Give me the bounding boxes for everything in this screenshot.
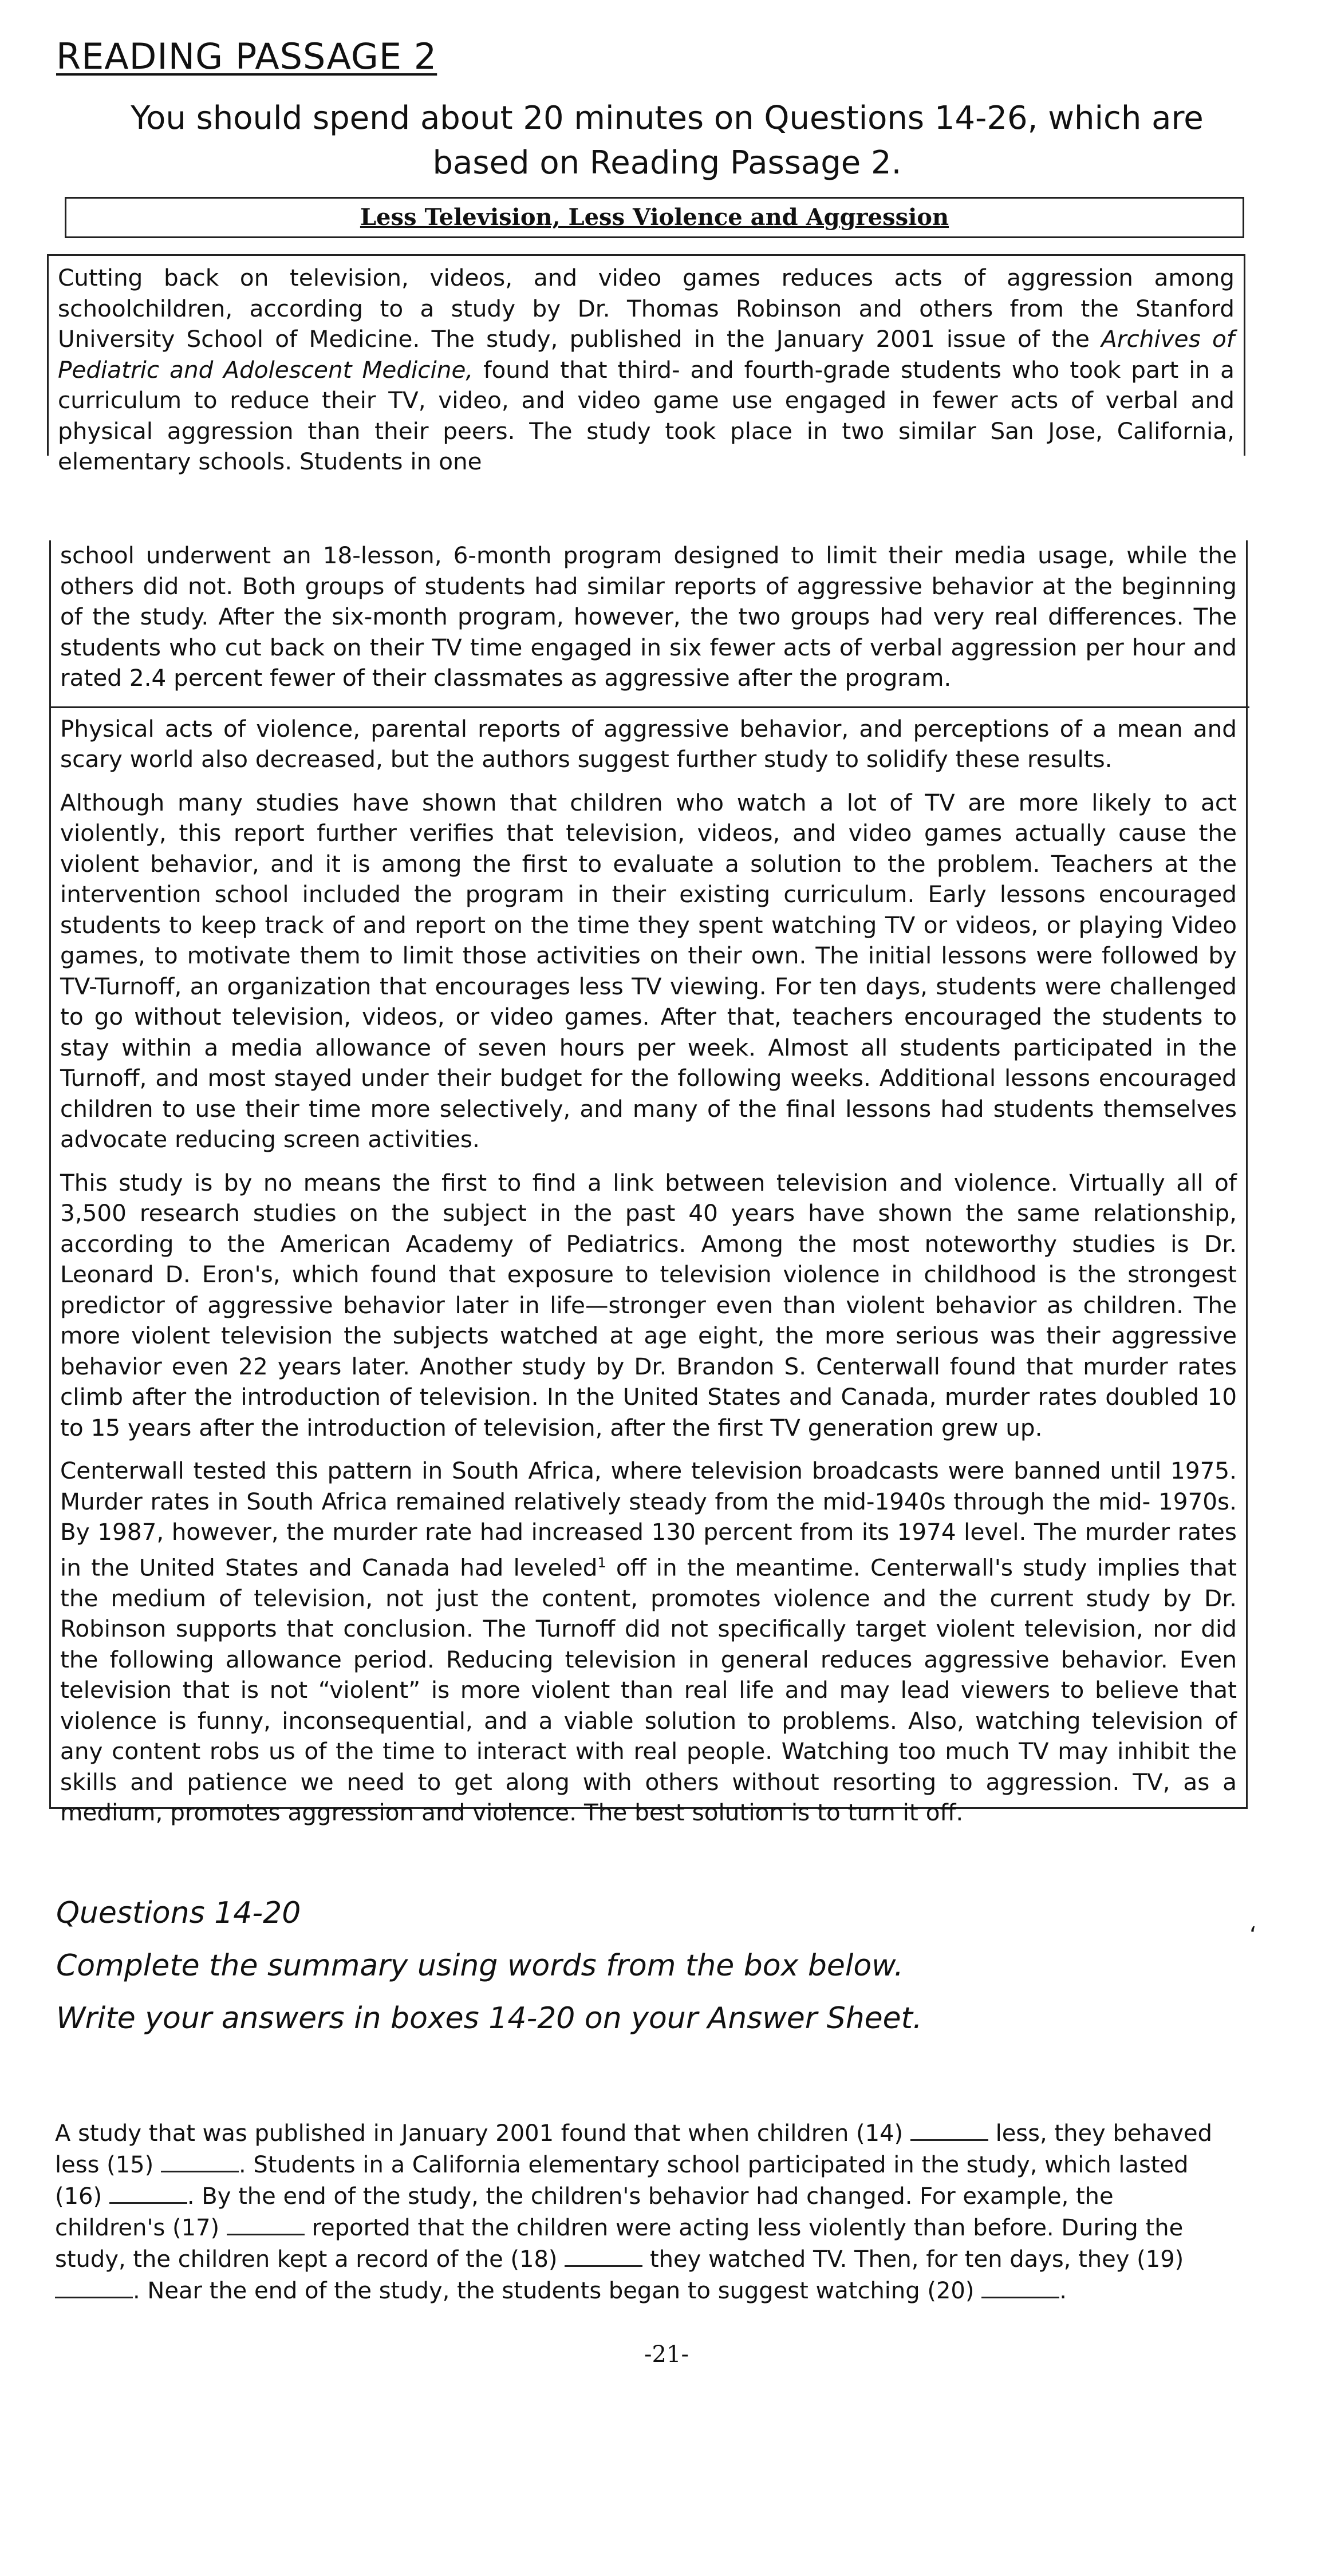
passage-paragraph-1 bbox=[58, 263, 1235, 477]
questions-task: Complete the summary using words from the box below. bbox=[56, 1949, 904, 1983]
p5-text-b: off in the meantime. Centerwall's study implies that the medium of television, not just the content, promotes violence and the current study by Dr. Robinson supports that conclusion. The Turnoff did not specifically target violent television, nor did the following allowance period. Reducing television in general reduces aggressive behavior. Even television that is not “violent” is more violent than real life and may lead viewers to believe that violence is funny, inconsequential, and a viable solution to problems. Also, watching television of any content robs us of the time to interact with real people. Watching too much TV may inhibit the skills and patience we need to get along with others without resorting to aggression. TV, as a medium, promotes aggression and violence. The best solution is to turn it off. bbox=[60, 1554, 1237, 1826]
summary-text: . bbox=[1059, 2278, 1067, 2304]
passage-paragraph-1-continued: school underwent an 18-lesson, 6-month program designed to limit their media usage, while the others did not. Both groups of students had similar reports of aggressive behavior at the beginning of the study. After the six-month program, however, the two groups had very real differences. The students who cut back on their TV time engaged in six fewer acts of verbal aggression per hour and rated 2.4 percent fewer of their classmates as aggressive after the program. bbox=[60, 542, 1237, 692]
answer-blank-15[interactable] bbox=[161, 2150, 239, 2172]
answer-blank-18[interactable] bbox=[565, 2245, 642, 2267]
passage-title-box bbox=[65, 197, 1244, 238]
passage-paragraph-2: Physical acts of violence, parental reports of aggressive behavior, and perceptions of a mean and scary world also decreased, but the authors suggest further study to solidify these results. bbox=[60, 714, 1237, 773]
section-heading: READING PASSAGE 2 bbox=[56, 35, 437, 77]
passage-paragraph-5 bbox=[60, 1456, 1237, 1828]
summary-text: they watched TV. Then, for ten days, they (19) bbox=[642, 2246, 1184, 2273]
summary-text: A study that was published in January 2001 found that when children (14) bbox=[55, 2120, 910, 2147]
page-number: -21- bbox=[644, 2341, 689, 2368]
summary-text: . By the end of the study, the children's behavior had changed. For example, the children's (17) bbox=[55, 2183, 1114, 2241]
passage-paragraph-3: Although many studies have shown that children who watch a lot of TV are more likely to act violently, this report further verifies that television, videos, and video games actually cause the violent behavior, and it is among the first to evaluate a solution to the problem. Teachers at the intervention school included the program in their existing curriculum. Early lessons encouraged students to keep track of and report on the time they spent watching TV or videos, or playing Video games, to motivate them to limit those activities on their own. The initial lessons were followed by TV-Turnoff, an organization that encourages less TV viewing. For ten days, students were challenged to go without television, videos, or video games. After that, teachers encouraged the students to stay within a media allowance of seven hours per week. Almost all students participated in the Turnoff, and most stayed under their budget for the following weeks. Additional lessons encouraged children to use their time more selectively, and many of the final lessons had students themselves advocate reducing screen activities. bbox=[60, 788, 1237, 1153]
p1-text-b: found that third- and fourth-grade students who took part in a curriculum to reduce their TV, video, and video game use engaged in fewer acts of verbal and physical aggression than their peers. The study took place in two similar San Jose, California, elementary schools. Students in one bbox=[58, 355, 1235, 475]
answer-blank-20[interactable] bbox=[981, 2276, 1059, 2298]
summary-paragraph bbox=[55, 2118, 1223, 2307]
questions-heading bbox=[56, 1887, 922, 2045]
p5-text-a: Centerwall tested this pattern in South Africa, where television broadcasts were banned until 1975. Murder rates in South Africa remained relatively steady from the mid-1940s through the mid- 1970s. By 1987, however, the murder rate had increased 130 percent from its 1974 level. The murder rates in the United States and Canada had leveled bbox=[60, 1457, 1237, 1581]
summary-text: reported that the children were acting less violently than before. During the study, the children kept a record of the (18) bbox=[55, 2215, 1184, 2273]
passage-box-top bbox=[47, 254, 1245, 475]
passage-paragraph-4: This study is by no means the first to find a link between television and violence. Virtually all of 3,500 research studies on the subject in the past 40 years have shown the same relationship, according to the American Academy of Pediatrics. Among the most noteworthy studies is Dr. Leonard D. Eron's, which found that exposure to television violence in childhood is the strongest predictor of aggressive behavior later in life—stronger even than violent behavior as children. The more violent television the subjects watched at age eight, the more serious was their aggressive behavior even 22 years later. Another study by Dr. Brandon S. Centerwall found that murder rates climb after the introduction of television. In the United States and Canada, murder rates doubled 10 to 15 years after the introduction of television, after the first TV generation grew up. bbox=[60, 1168, 1237, 1441]
journal-title: Archives of Pediatric and Adolescent Medicine, bbox=[58, 325, 1235, 384]
time-instruction: You should spend about 20 minutes on Questions 14-26, which are based on Reading Passage 2. bbox=[131, 100, 1204, 181]
summary-text: less, they behaved less (15) bbox=[55, 2120, 1212, 2178]
questions-range: Questions 14-20 bbox=[56, 1896, 301, 1930]
answer-blank-16[interactable] bbox=[109, 2182, 187, 2204]
summary-text: . Near the end of the study, the students began to suggest watching (20) bbox=[133, 2278, 982, 2304]
p1-text-a: Cutting back on television, videos, and video games reduces acts of aggression among schoolchildren, according to a study by Dr. Thomas Robinson and others from the Stanford University School of Medicine. The study, published in the January 2001 issue of the bbox=[58, 264, 1235, 353]
passage-box-bottom bbox=[49, 540, 1248, 1826]
questions-answer-note: Write your answers in boxes 14-20 on your Answer Sheet. bbox=[56, 2001, 922, 2036]
answer-blank-19[interactable] bbox=[55, 2276, 133, 2298]
summary-text: . Students in a California elementary school participated in the study, which lasted (16) bbox=[55, 2152, 1189, 2210]
paragraph-divider bbox=[51, 706, 1249, 708]
passage-title: Less Television, Less Violence and Aggression bbox=[360, 204, 949, 231]
answer-blank-14[interactable] bbox=[910, 2119, 988, 2141]
stray-mark: ‘ bbox=[1249, 1922, 1257, 1949]
footnote-marker: 1 bbox=[597, 1554, 606, 1571]
answer-blank-17[interactable] bbox=[227, 2213, 305, 2235]
